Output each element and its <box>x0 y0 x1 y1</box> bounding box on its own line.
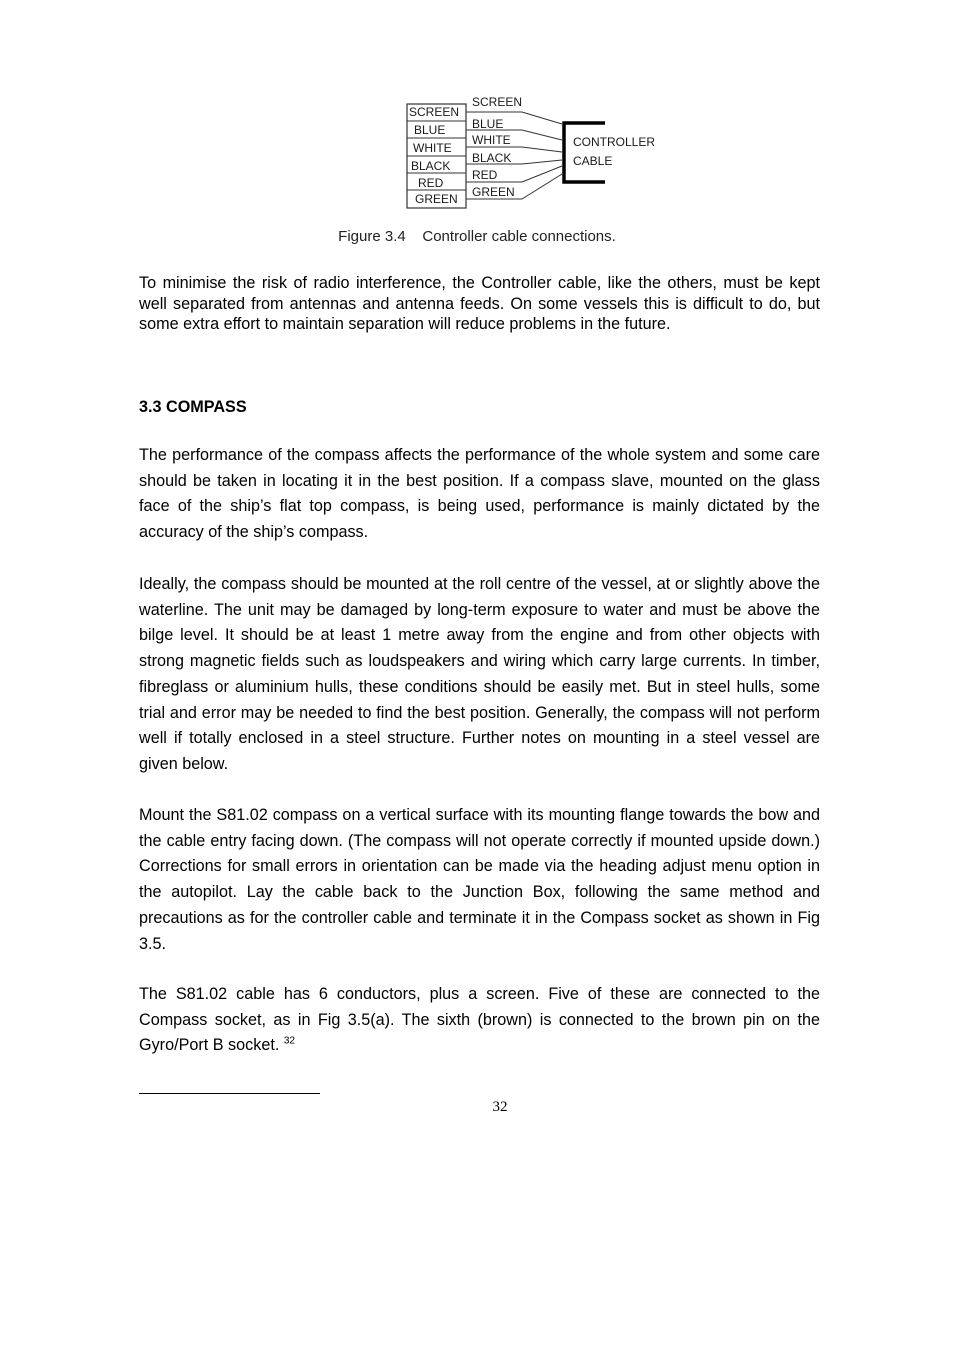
wire-label-black: BLACK <box>472 151 512 165</box>
paragraph-compass-performance: The performance of the compass affects the performance of the whole system and some care should be taken in locating it in the best position. If a compass slave, mounted on the glass face of the ship’s flat top compass, is being used, performance is mainly dictated by the accuracy of the ship’s compass. <box>139 446 820 542</box>
cable-label-line1: CONTROLLER <box>573 135 656 149</box>
controller-cable-diagram <box>400 94 670 212</box>
wire-label-white: WHITE <box>472 133 511 147</box>
terminal-label-blue: BLUE <box>414 123 446 137</box>
cable-bracket <box>564 123 605 182</box>
figure-caption: Figure 3.4 Controller cable connections. <box>338 228 616 245</box>
page-number: 32 <box>492 1099 508 1115</box>
footnote-separator <box>139 1093 320 1094</box>
footnote-reference: 32 <box>283 1036 295 1048</box>
paragraph-compass-mounting: Mount the S81.02 compass on a vertical surface with its mounting flange towards the bow and the cable entry facing down. (The compass will not operate correctly if mounted upside down.) Corrections for small errors in orientation can be made via the heading adjust menu option in the autopilot. Lay the cable back to the Junction Box, following the same method and precautions as for the controller cable and terminate it in the Compass socket as shown in Fig 3.5. <box>139 806 820 953</box>
wire-label-green: GREEN <box>472 185 515 199</box>
wire-label-blue: BLUE <box>472 117 504 131</box>
wire-label-screen: SCREEN <box>472 95 523 109</box>
wire-label-red: RED <box>472 168 498 182</box>
terminal-label-white: WHITE <box>413 141 452 155</box>
cable-label-line2: CABLE <box>573 154 613 168</box>
terminal-label-red: RED <box>418 176 444 190</box>
paragraph-cable-conductors <box>139 982 820 1059</box>
section-heading: 3.3 COMPASS <box>139 398 247 416</box>
terminal-label-black: BLACK <box>411 159 451 173</box>
paragraph-interference: To minimise the risk of radio interference, the Controller cable, like the others, must be kept well separated from antennas and antenna feeds. On some vessels this is difficult to do, but some extra effort to maintain separation will reduce problems in the future. <box>139 274 820 334</box>
paragraph-cable-conductors-text: The S81.02 cable has 6 conductors, plus a screen. Five of these are connected to the Compass socket, as in Fig 3.5(a). The sixth (brown) is connected to the brown pin on the Gyro/Port B socket. <box>139 985 820 1055</box>
terminal-label-green: GREEN <box>415 192 458 206</box>
paragraph-compass-location: Ideally, the compass should be mounted at the roll centre of the vessel, at or slightly above the waterline. The unit may be damaged by long-term exposure to water and must be above the bilge level. It should be at least 1 metre away from the engine and from other objects with strong magnetic fields such as loudspeakers and wiring which carry large currents. In timber, fibreglass or aluminium hulls, these conditions should be easily met. But in steel hulls, some trial and error may be needed to find the best position. Generally, the compass will not perform well if totally enclosed in a steel structure. Further notes on mounting in a steel vessel are given below. <box>139 575 820 773</box>
terminal-label-screen: SCREEN <box>409 105 460 119</box>
